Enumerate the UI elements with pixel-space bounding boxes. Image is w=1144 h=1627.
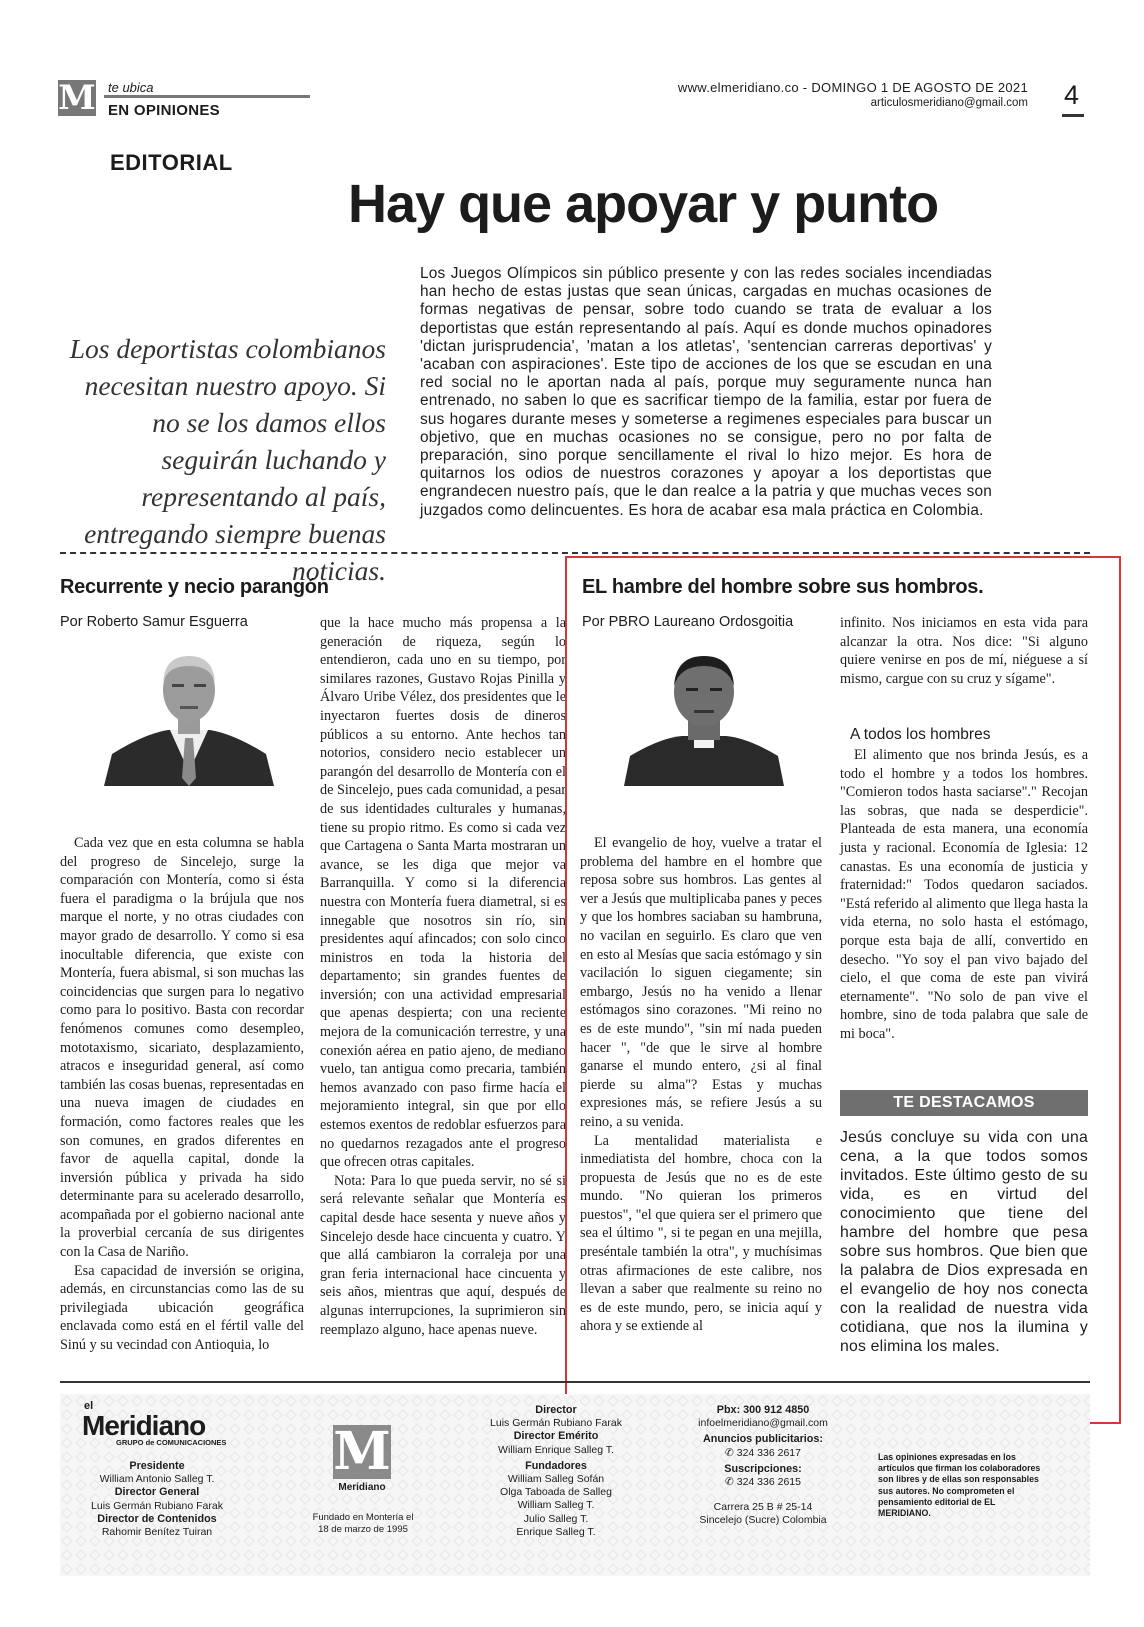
author-photo-left — [104, 646, 274, 786]
author-photo-right — [624, 646, 784, 786]
address: Carrera 25 B # 25-14 — [713, 1501, 813, 1514]
suscripciones-label: Suscripciones: — [724, 1462, 802, 1475]
paragraph: La mentalidad materialista e inmediatista del hombre, choca con la propuesta de Jesús que no es de este mundo. "No quieran los primeros puestos", "el que quiera ser el primero que sea el último ", si te pegan en una mejilla, preséntale también la otra", y muchísimas otras afirmaciones de este calibre, nos llevan a saber que realmente su reino no es de este mundo, pero, se inicia aquí y ahora y se extiende al — [580, 1132, 822, 1335]
article-left-author: Por Roberto Samur Esguerra — [60, 614, 248, 630]
city: Sincelejo (Sucre) Colombia — [699, 1514, 827, 1527]
page-number-rule — [1062, 114, 1084, 117]
paragraph: que la hace mucho más propensa a la generación de riqueza, según lo entendieron, cada uno en su tiempo, por similares razones, Gustavo Rojas Pinilla y Álvaro Uribe Vélez, dos presidentes que le inyectaron fuertes dosis de dineros públicos a su entorno. Ante hechos tan notorios, considero necio establecer un parangón del desarrollo de Montería con el de Sincelejo, pues cada comunidad, a pesar de sus identidades culturales y humanas, tiene su propio ritmo. Es como si cada vez que Cartagena o Santa Marta mostraran un avance, se les diga que mejor va Barranquilla. Y como si la diferencia nuestra con Montería fuera diametral, si es innegable que nosotros sin río, sin presidentes aquí afincados; con solo cinco ministros en toda la historia del departamento; sin grandes fuentes de inversión; con una actividad empresarial que apenas despierta; con una reciente mejora de la comunicación terrestre, y una conexión aérea en patio ajeno, de mediano vuelo, tan antigua como precaria, también hemos avanzado con paso firme hacía el mejoramiento integral, sin que por ello estemos exentos de redoblar esfuerzos para no quedarnos rezagados ante el progreso que ofrecen otras capitales. — [320, 615, 566, 1171]
fundador-name: Julio Salleg T. — [523, 1512, 589, 1525]
founded-note: Fundado en Montería el 18 de marzo de 1995 — [312, 1512, 414, 1535]
highlight-label: TE DESTACAMOS — [840, 1090, 1088, 1116]
brand-el: el — [84, 1400, 94, 1412]
director-contenidos-name: Rahomir Benítez Tuiran — [101, 1526, 213, 1539]
director-general-label: Director General — [114, 1486, 200, 1499]
footer-staff-left — [82, 1460, 232, 1539]
section-logo: M — [58, 78, 96, 118]
whatsapp-icon: ✆ — [725, 1446, 737, 1459]
article-left-title: Recurrente y necio parangón — [60, 576, 329, 598]
center-logo: M — [333, 1421, 391, 1482]
presidente-label: Presidente — [129, 1460, 185, 1472]
paragraph: Cada vez que en esta columna se habla del progreso de Sincelejo, surge la comparación con Montería, como si ésta fuera el paradigma o la brújula que nos marque el norte, y no otras ciudades con mayor grado de desarrollo. Y como si esa inocultable diferencia, que existe con Montería, fuera abismal, si son muchas las coincidencias que surgen para lo negativo como para lo positivo. Basta con recordar fenómenos comunes como desempleo, mototaxismo, sicariato, desplazamiento, atracos e inseguridad general, así como también las cosas buenas, representadas en una nueva imagen de ciudades en formación, como factores reales que les son comunes, en grados diferentes en favor de aquella capital, donde la inversión pública y privada ha sido determinante para su acelerado desarrollo, acompañada por el gobierno nacional ante la proverbial cercanía de sus dirigentes con la Casa de Nariño. — [60, 835, 304, 1261]
anuncios-phone: 324 336 2617 — [736, 1446, 801, 1459]
director-name: Luis Germán Rubiano Farak — [490, 1417, 622, 1430]
section-rule — [104, 95, 310, 98]
paragraph: infinito. Nos iniciamos en esta vida para alcanzar la otra. Nos dice: "Si alguno quiere venirse en pos de mí, niéguese a sí mismo, cargue con su cruz y sígame". — [840, 615, 1088, 687]
paragraph: El alimento que nos brinda Jesús, es a todo el hombre y a todos los hombres. "Comieron todos hasta saciarse"." Recojan las sobras, que nada se desperdicie". Planteada de esta manera, una economía justa y racional. Economía de Iglesia: 12 canastas. Es una economía de justicia y fraternidad:" Todos quedaron saciados. "Está referido al alimento que llega hasta la vida eterna, no solo hasta el estómago, porque esta baja de allí, convertido en desecho. "Yo soy el pan vivo bajado del cielo, el que coma de este pan vivirá eternamente". "No solo de pan vive el hombre, sino de toda palabra que sale de mi boca". — [840, 747, 1088, 1042]
contact-email: infoelmeridiano@gmail.com — [698, 1417, 828, 1430]
footer-staff-center — [476, 1404, 636, 1539]
fundador-name: William Salleg Sofán — [507, 1473, 605, 1486]
editorial-headline: Hay que apoyar y punto — [348, 174, 939, 234]
paragraph: Esa capacidad de inversión se origina, además, en circunstancias como las de su privilegiada ubicación geográfica enclavada como está en el fértil valle del Sinú y su vecindad con Antioquia, lo — [60, 1262, 304, 1354]
article-right-author: Por PBRO Laureano Ordosgoitia — [582, 614, 794, 630]
director-emerito-name: William Enrique Salleg T. — [498, 1443, 614, 1456]
suscripciones-phone: 324 336 2615 — [736, 1476, 801, 1489]
presidente-name: William Antonio Salleg T. — [99, 1473, 215, 1486]
footer-contact — [680, 1404, 846, 1528]
dashed-divider — [60, 552, 1090, 554]
anuncios-label: Anuncios publicitarios: — [703, 1433, 823, 1446]
whatsapp-icon: ✆ — [725, 1476, 737, 1489]
director-contenidos-label: Director de Contenidos — [97, 1512, 217, 1525]
editorial-pull-quote: Los deportistas colombianos necesitan nuestro apoyo. Si no se los damos ellos seguirán luchando y representando al país, entregando siempre buenas noticias. — [69, 333, 386, 586]
paragraph: Nota: Para lo que pueda servir, no sé si será relevante señalar que Montería es capital desde hace sesenta y nueve años y Sincelejo desde hace cincuenta y cuatro. Y que allá cambiaron la corraleja por una gran feria internacional hace cincuenta y seis años, mientras que aquí, después de algunas interrupciones, la suprimieron sin reemplazo alguno, hace apenas nueve. — [320, 1172, 566, 1338]
editorial-label: EDITORIAL — [110, 150, 233, 175]
director-label: Director — [535, 1404, 577, 1416]
director-general-name: Luis Germán Rubiano Farak — [91, 1499, 223, 1512]
disclaimer: Las opiniones expresadas en los artículos que firman los colaboradores son libres y de ellas son responsables sus autores. No comprometen el pensamiento editorial de EL MERIDIANO. — [878, 1452, 1041, 1519]
article-right-column-1 — [580, 834, 822, 1336]
fundadores-label: Fundadores — [525, 1459, 587, 1472]
paragraph: El evangelio de hoy, vuelve a tratar el problema del hambre en el hombre que reposa sobre sus hombros. Las gentes al ver a Jesús que multiplicaba panes y peces y que los hombres saciaban su hambruna, no vacilan en seguirlo. Es claro que ven en esto al Mesías que sacia estómago y sin vacilación lo siguen ciegamente; sin embargo, Jesús no ha venido a llenar estómagos sino corazones. "Mi reino no es de este mundo", "sin mí nada pueden hacer ", "de que le sirve al hombre ganarse el mundo entero, ¿si al final pierde su alma"? Estas y muchas expresiones más, se refiere Jesús a su reino, a su venida. — [580, 835, 822, 1130]
article-right-title: EL hambre del hombre sobre sus hombros. — [582, 576, 984, 598]
brand-logo: Meridiano — [82, 1410, 206, 1441]
pbx: Pbx: 300 912 4850 — [716, 1404, 810, 1416]
te-ubica-label: te ubica — [108, 80, 154, 95]
article-right-column-2-top — [840, 614, 1088, 688]
section-title: EN OPINIONES — [108, 102, 220, 119]
article-right-subhead: A todos los hombres — [850, 726, 991, 743]
fundador-name: Enrique Salleg T. — [516, 1525, 596, 1538]
director-emerito-label: Director Emérito — [513, 1430, 599, 1443]
article-left-column-1 — [60, 834, 304, 1355]
fundador-name: William Salleg T. — [517, 1499, 595, 1512]
article-left-column-2 — [320, 614, 566, 1339]
brand-subtitle: GRUPO de COMUNICACIONES — [116, 1438, 227, 1447]
site-and-date: www.elmeridiano.co - DOMINGO 1 DE AGOSTO DE 2021 — [677, 80, 1028, 95]
center-logo-name: Meridiano — [338, 1482, 386, 1493]
footer-divider — [60, 1381, 1090, 1383]
highlight-text: Jesús concluye su vida con una cena, a la que todos somos invitados. Este último gesto de su vida, es en virtud del conocimiento que tiene del hambre del hombre que pesa sobre sus hombros. Que bien que la palabra de Dios expresada en el evangelio de hoy nos conecta con la realidad de nuestra vida cotidiana, que nos la ilumina y nos elimina los males. — [840, 1129, 1088, 1355]
article-right-column-2-bottom — [840, 746, 1088, 1044]
header-email: articulosmeridiano@gmail.com — [870, 97, 1028, 109]
page-number: 4 — [1064, 80, 1080, 110]
fundador-name: Olga Taboada de Salleg — [500, 1486, 612, 1499]
editorial-body: Los Juegos Olímpicos sin público presente y con las redes sociales incendiadas han hecho de estas justas que sean únicas, cargadas en muchas ocasiones de formas negativas de pensar, sobre todo cuando se trata de evaluar a los deportistas que están representando al país. Aquí es donde muchos opinadores 'dictan jurisprudencia', 'matan a los atletas', 'sentencian carreras deportivas' y 'acaban con aspiraciones'. Este tipo de acciones de los que se escudan en una red social no le aportan nada al país, porque muy seguramente nunca han entrenado, no saben lo que es sacrificar tiempo de la familia, estar por fuera de sus hogares durante meses y someterse a regimenes especiales para buscar un objetivo, que en muchas ocasiones no se consigue, pero no por falta de preparación, sino porque sencillamente el rival lo hizo mejor. Es hora de quitarnos los odios de nuestros corazones y apoyar a los deportistas que engrandecen nuestro país, que le dan realce a la patria y que muchas veces son juzgados como delincuentes. Es hora de acabar esa mala práctica en Colombia. — [420, 265, 992, 519]
